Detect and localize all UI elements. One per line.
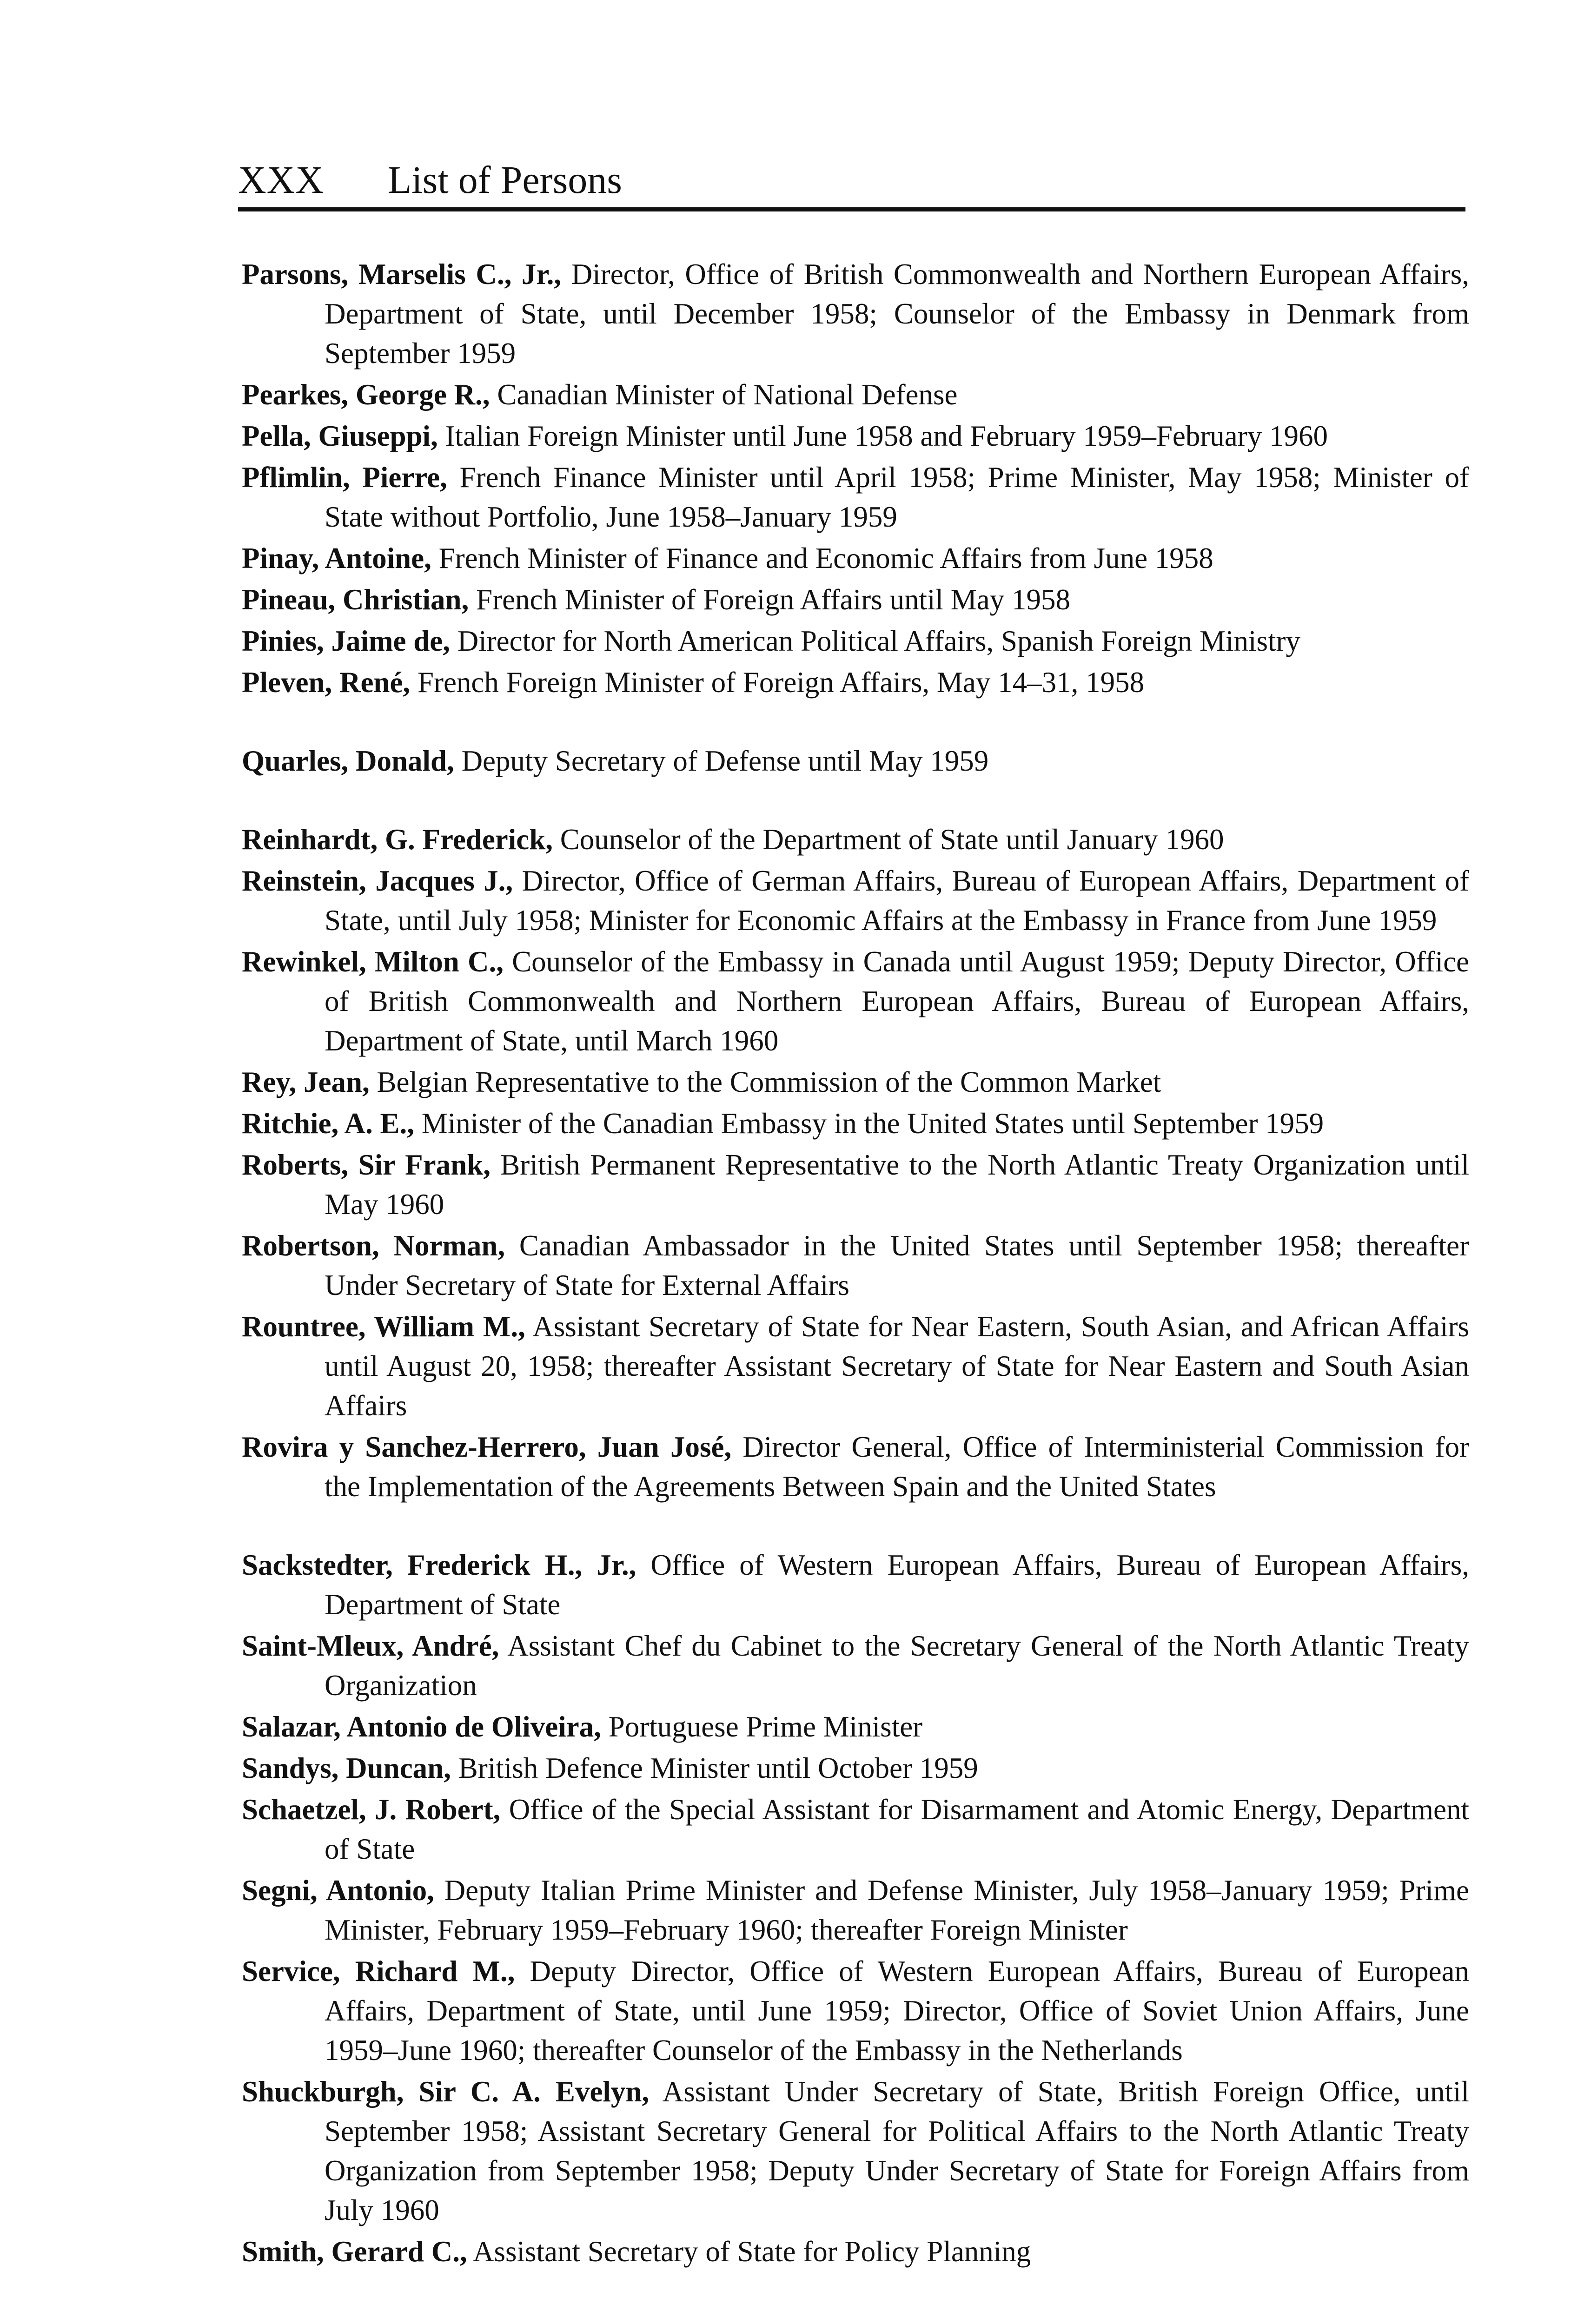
person-entry (242, 663, 1469, 702)
person-description: French Minister of Foreign Affairs until May 1958 (476, 583, 1070, 616)
person-entry (242, 1952, 1469, 2070)
person-name: Rewinkel, Milton C., (242, 945, 504, 978)
person-description: Canadian Minister of National Defense (497, 378, 958, 411)
person-description: French Foreign Minister of Foreign Affairs, May 14–31, 1958 (417, 666, 1145, 699)
person-name: Sandys, Duncan, (242, 1752, 451, 1784)
person-entry (242, 1427, 1469, 1506)
person-name: Rovira y Sanchez-Herrero, Juan José, (242, 1431, 732, 1463)
person-entry (242, 539, 1469, 578)
person-name: Robertson, Norman, (242, 1229, 505, 1262)
person-description: Assistant Chef du Cabinet to the Secretary General of the North Atlantic Treaty Organization (325, 1630, 1469, 1702)
person-name: Quarles, Donald, (242, 745, 454, 777)
person-name: Pella, Giuseppi, (242, 420, 438, 452)
person-name: Rey, Jean, (242, 1066, 370, 1098)
person-entry (242, 1307, 1469, 1426)
person-description: Office of the Special Assistant for Disarmament and Atomic Energy, Department of State (325, 1793, 1470, 1865)
person-entry (242, 1145, 1469, 1224)
person-description: British Permanent Representative to the North Atlantic Treaty Organization until May 1960 (325, 1149, 1470, 1221)
person-entry (242, 1790, 1469, 1869)
person-entry (242, 416, 1469, 456)
person-entry (242, 1545, 1469, 1624)
person-name: Service, Richard M., (242, 1955, 515, 1987)
person-entry (242, 741, 1469, 781)
person-description: Deputy Secretary of Defense until May 1959 (461, 745, 989, 777)
person-name: Ritchie, A. E., (242, 1107, 414, 1140)
person-entry (242, 621, 1469, 661)
section-gap (242, 1508, 1469, 1545)
section-gap (242, 783, 1469, 820)
person-description: Italian Foreign Minister until June 1958 and February 1959–February 1960 (445, 420, 1328, 452)
person-entry (242, 580, 1469, 620)
running-title: List of Persons (388, 158, 622, 202)
header-rule (238, 207, 1465, 211)
person-entry (242, 375, 1469, 415)
person-description: French Minister of Finance and Economic Affairs from June 1958 (438, 542, 1213, 574)
person-entry (242, 820, 1469, 859)
person-entry (242, 458, 1469, 537)
person-description: British Defence Minister until October 1959 (458, 1752, 978, 1784)
person-description: Counselor of the Department of State until January 1960 (560, 823, 1224, 856)
person-entry (242, 2232, 1469, 2271)
person-name: Smith, Gerard C., (242, 2235, 467, 2268)
person-name: Rountree, William M., (242, 1310, 525, 1343)
person-name: Pineau, Christian, (242, 583, 469, 616)
person-description: Minister of the Canadian Embassy in the United States until September 1959 (421, 1107, 1324, 1140)
person-description: Assistant Secretary of State for Policy Planning (473, 2235, 1031, 2268)
person-description: Deputy Italian Prime Minister and Defense Minister, July 1958–January 1959; Prime Minister, February 1959–February 1960; thereafter Foreign Minister (325, 1874, 1470, 1946)
person-name: Reinhardt, G. Frederick, (242, 823, 553, 856)
person-entry (242, 2072, 1469, 2230)
person-entry (242, 1226, 1469, 1305)
person-name: Sackstedter, Frederick H., Jr., (242, 1549, 636, 1581)
person-entry (242, 1626, 1469, 1705)
person-description: Canadian Ambassador in the United States until September 1958; thereafter Under Secretary of State for External Affairs (325, 1229, 1469, 1301)
person-entry (242, 1871, 1469, 1950)
person-entry (242, 861, 1469, 940)
person-entry (242, 1063, 1469, 1102)
person-name: Pearkes, George R., (242, 378, 490, 411)
person-description: Director General, Office of Interministerial Commission for the Implementation of the Agreements Between Spain and the United States (325, 1431, 1469, 1503)
person-name: Pleven, René, (242, 666, 411, 699)
person-description: Office of Western European Affairs, Bureau of European Affairs, Department of State (325, 1549, 1470, 1621)
person-name: Roberts, Sir Frank, (242, 1149, 491, 1181)
person-name: Pinay, Antoine, (242, 542, 431, 574)
person-name: Saint-Mleux, André, (242, 1630, 499, 1662)
person-description: Portuguese Prime Minister (608, 1710, 923, 1743)
person-name: Segni, Antonio, (242, 1874, 434, 1907)
person-name: Schaetzel, J. Robert, (242, 1793, 501, 1826)
person-description: Director, Office of British Commonwealth and Northern European Affairs, Department of State, until December 1958; Counselor of the Embassy in Denmark from September 1959 (325, 258, 1470, 370)
person-name: Shuckburgh, Sir C. A. Evelyn, (242, 2075, 650, 2108)
person-name: Pinies, Jaime de, (242, 625, 450, 657)
person-entry (242, 942, 1469, 1061)
persons-list (242, 255, 1469, 2273)
person-entry (242, 1707, 1469, 1747)
person-description: Counselor of the Embassy in Canada until August 1959; Deputy Director, Office of British Commonwealth and Northern European Affairs, Bureau of European Affairs, Department of State, until March 1960 (325, 945, 1470, 1057)
person-name: Salazar, Antonio de Oliveira, (242, 1710, 601, 1743)
person-entry (242, 255, 1469, 373)
person-description: Director for North American Political Affairs, Spanish Foreign Ministry (457, 625, 1300, 657)
person-description: French Finance Minister until April 1958; Prime Minister, May 1958; Minister of State without Portfolio, June 1958–January 1959 (325, 461, 1469, 533)
person-name: Pflimlin, Pierre, (242, 461, 447, 494)
person-description: Assistant Secretary of State for Near Eastern, South Asian, and African Affairs until August 20, 1958; thereafter Assistant Secretary of State for Near Eastern and South Asian Affairs (325, 1310, 1469, 1422)
person-description: Assistant Under Secretary of State, British Foreign Office, until September 1958; Assistant Secretary General for Political Affairs to the North Atlantic Treaty Organization from September 1958; Deputy Under Secretary of State for Foreign Affairs from July 1960 (325, 2075, 1469, 2226)
person-description: Deputy Director, Office of Western European Affairs, Bureau of European Affairs, Department of State, until June 1959; Director, Office of Soviet Union Affairs, June 1959–June 1960; thereafter Counselor of the Embassy in the Netherlands (325, 1955, 1470, 2067)
person-name: Parsons, Marselis C., Jr., (242, 258, 562, 290)
person-description: Director, Office of German Affairs, Bureau of European Affairs, Department of State, until July 1958; Minister for Economic Affairs at the Embassy in France from June 1959 (325, 865, 1470, 937)
person-entry (242, 1749, 1469, 1788)
person-name: Reinstein, Jacques J., (242, 865, 513, 897)
person-entry (242, 1104, 1469, 1143)
person-description: Belgian Representative to the Commission of the Common Market (377, 1066, 1161, 1098)
section-gap (242, 704, 1469, 741)
page-number: XXX (238, 158, 324, 202)
page-header (238, 153, 1465, 214)
